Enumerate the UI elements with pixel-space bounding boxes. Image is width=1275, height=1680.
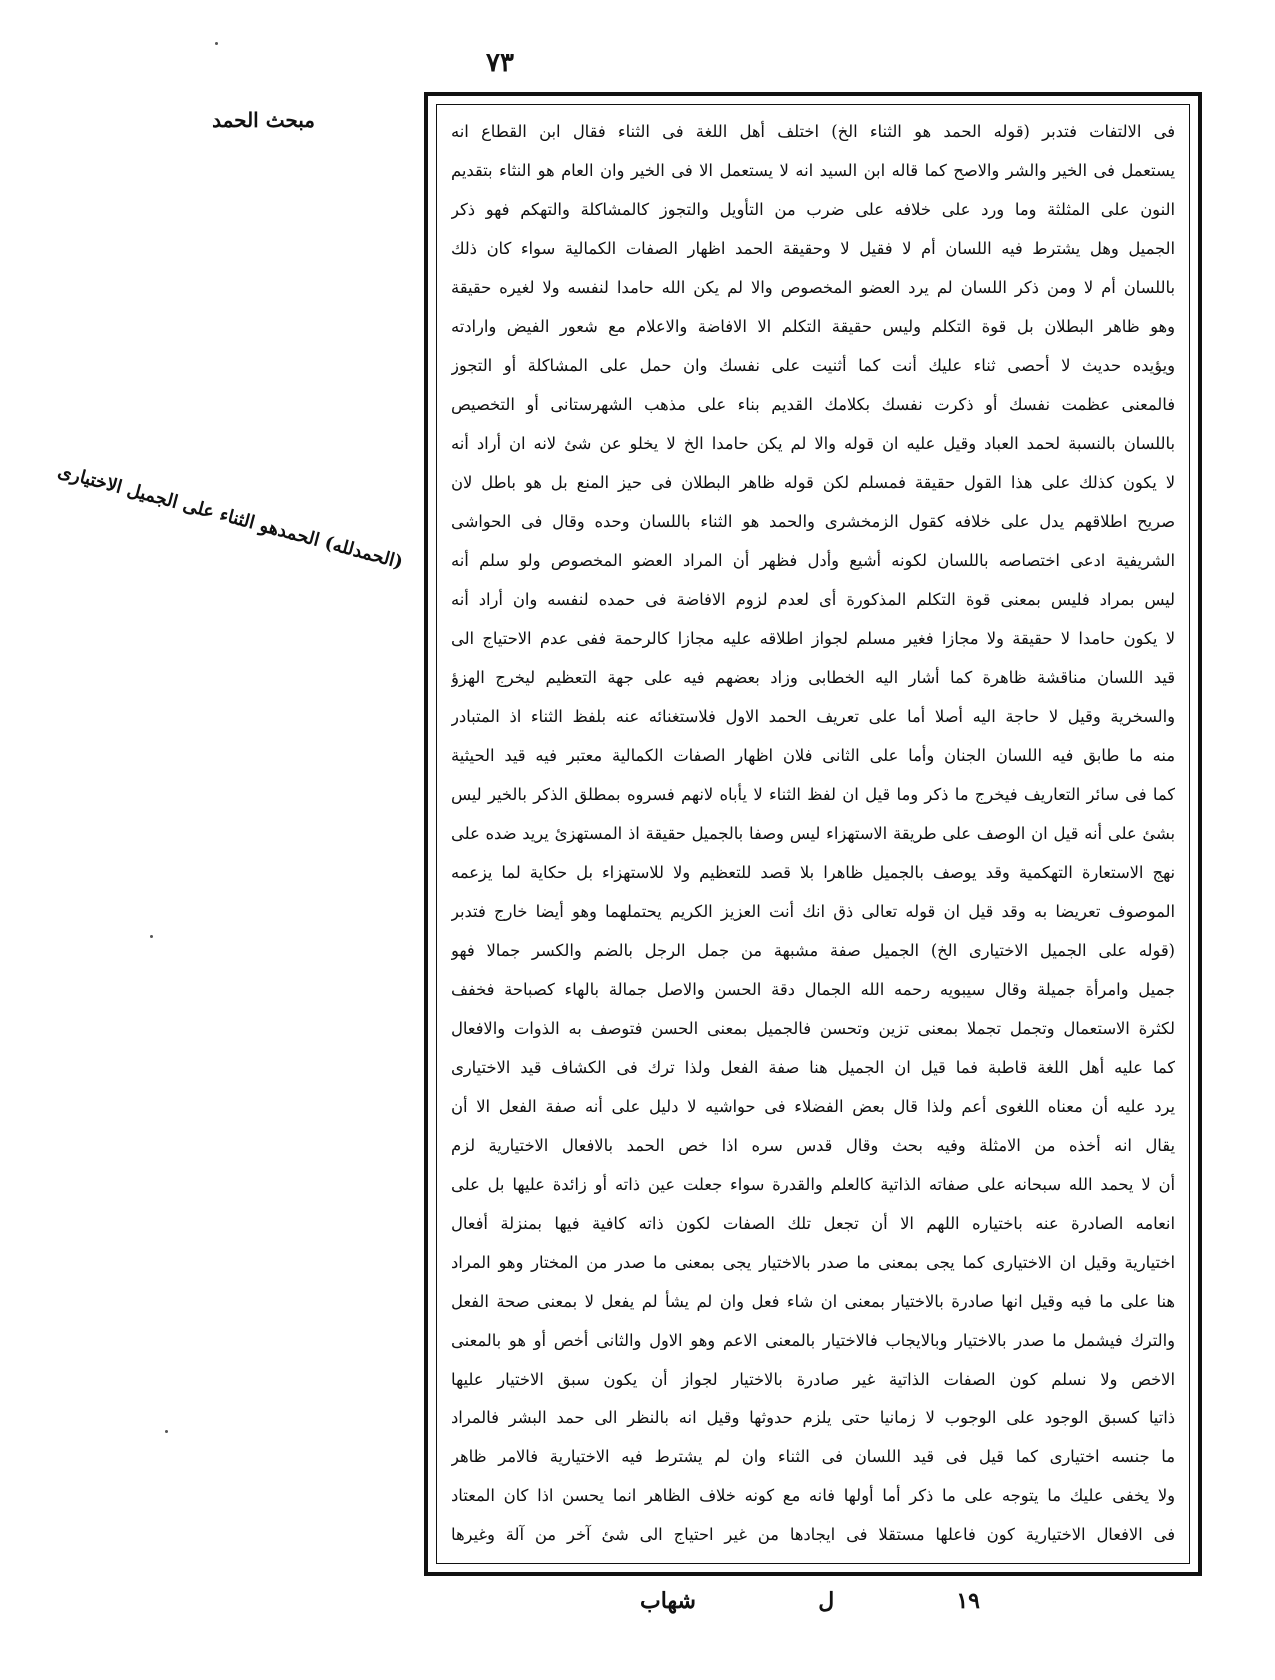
text-line: ليس بمراد فليس بمعنى قوة التكلم المذكورة أى لعدم لزوم الافاضة فى حمده لنفسه وان أراد أنه <box>451 589 1175 609</box>
text-line: لا يكون كذلك على هذا القول حقيقة فمسلم لكن قوله ظاهر البطلان فى حيز المنع بل هو باطل لان <box>451 472 1175 492</box>
text-line: اختيارية وقيل ان الاختيارى كما يجى بمعنى ما صدر بالاختيار يجى بمعنى ما صدر من المختار وهو المراد <box>451 1252 1175 1272</box>
text-line: ولا يخفى عليك ما يتوجه على ما ذكر أما أولها فانه مع كونه خلاف الظاهر انما يحسن اذا كان المعتاد <box>451 1486 1175 1506</box>
text-line: أن لا يحمد الله سبحانه على صفاته الذاتية كالعلم والقدرة سواء جعلت عين ذاته أو زائدة عليها بل على <box>451 1174 1175 1194</box>
text-line: هنا على ما فيه وقيل انها صادرة بالاختيار بمعنى ان شاء فعل وان لم يشأ لم يفعل لا بمعنى صحة الفعل <box>451 1291 1175 1311</box>
text-line: باللسان أم لا ومن ذكر اللسان لم يرد العضو المخصوص والا لم يكن الله حامدا لنفسه ولا لغيره حقيقة <box>451 277 1175 297</box>
text-frame-inner-rule <box>436 104 1190 1564</box>
page-footer <box>640 1588 980 1614</box>
text-line: منه ما طابق فيه اللسان الجنان وأما على الثانى فلان اظهار الصفات الكمالية معتبر فيه قيد الحيثية <box>451 745 1175 765</box>
text-line: ويؤيده حديث لا أحصى ثناء عليك أنت كما أثنيت على نفسك وان حمل على المشاكلة أو التجوز <box>451 355 1175 375</box>
text-line: الشريفية ادعى اختصاصه باللسان لكونه أشيع وأدل فظهر أن المراد العضو المخصوص ولو سلم أنه <box>451 550 1175 570</box>
ink-speck <box>165 1430 168 1433</box>
text-line: بشئ على أنه قيل ان الوصف على طريقة الاستهزاء ليس وصفا بالجميل حقيقة اذ المستهزئ يريد ضده على <box>451 823 1175 843</box>
main-text-block <box>451 115 1175 1553</box>
text-line: الموصوف تعريضا به وقد قيل ان قوله تعالى ذق انك أنت العزيز الكريم يحتملهما وهو أيضا خارج فتدبر <box>451 901 1175 921</box>
text-line: الجميل وهل يشترط فيه اللسان أم لا فقيل لا وحقيقة الحمد اظهار الصفات الكمالية سواء كان ذلك <box>451 238 1175 258</box>
text-line: فالمعنى عظمت نفسك أو ذكرت نفسك بكلامك القديم بناء على مذهب الشهرستانى أو التخصيص <box>451 394 1175 414</box>
margin-section-title: مبحث الحمد <box>212 108 315 132</box>
text-line: لا يكون حامدا لا حقيقة ولا مجازا فغير مسلم لجواز اطلاقه عليه مجازا كالرحمة ففى عدم الاحتياج الى <box>451 628 1175 648</box>
text-line: فى الالتفات فتدبر (قوله الحمد هو الثناء الخ) اختلف أهل اللغة فى الثناء فقال ابن القطاع انه <box>451 122 1175 141</box>
text-line: يرد عليه أن معناه اللغوى أعم ولذا قال بعض الفضلاء فى حواشيه لا دليل على أنه صفة الفعل الا أن <box>451 1096 1175 1116</box>
text-line: انعامه الصادرة عنه باختياره اللهم الا أن تجعل تلك الصفات لكون ذاته كافية فيها بمنزلة أفعال <box>451 1213 1175 1233</box>
page-number: ٧٣ <box>486 48 514 78</box>
text-line: فى الافعال الاختيارية كون فاعلها مستقلا فى ايجادها من غير احتياج الى شئ آخر من آلة وغيرها <box>451 1525 1175 1545</box>
text-line: يقال انه أخذه من الامثلة وفيه بحث وقال قدس سره اذا خص الحمد بالافعال الاختيارية لزم <box>451 1135 1175 1155</box>
text-line: قيد اللسان مناقشة ظاهرة كما أشار اليه الخطابى وزاد بعضهم فيه على جهة التعظيم ليخرج الهزؤ <box>451 667 1175 687</box>
text-line: الاخص ولا نسلم كون الصفات الذاتية غير صادرة بالاختيار لجواز أن يكون سبق الاختيار عليها <box>451 1369 1175 1389</box>
text-line: جميل وامرأة جميلة وقال سيبويه رحمه الله الجمال دقة الحسن والاصل جمالة بالهاء كصباحة فخفف <box>451 979 1175 999</box>
text-line: ذاتيا كسبق الوجود على الوجوب لا زمانيا حتى يلزم حدوثها وقيل انه بالنظر الى حمد البشر فالمراد <box>451 1408 1175 1428</box>
text-line: (قوله على الجميل الاختيارى الخ) الجميل صفة مشبهة من جمل الرجل بالضم والكسر جمالا فهو <box>451 940 1175 960</box>
text-line: لكثرة الاستعمال وتجمل تجملا بمعنى تزين وتحسن فالجميل بمعنى الحسن فتوصف به الذوات والافعال <box>451 1018 1175 1038</box>
ink-speck <box>150 935 153 938</box>
text-line: كما فى سائر التعاريف فيخرج ما ذكر وما قيل ان لفظ الثناء لا يأباه لانهم فسروه بمطلق الذكر بالخير ليس <box>451 784 1175 804</box>
footer-catchword: شهاب <box>640 1588 696 1614</box>
text-line: صريح اطلاقهم يدل على خلافه كقول الزمخشرى والحمد هو الثناء باللسان وحده وقال فى الحواشى <box>451 511 1175 531</box>
text-line: النون على المثلثة وما ورد على خلافه على ضرب من التأويل والتجوز كالمشاكلة والتهكم فهو ذكر <box>451 199 1175 219</box>
text-line: يستعمل فى الخير والشر والاصح كما قاله ابن السيد انه لا يستعمل الا فى الخير وان العام هو النثاء بتقديم <box>451 160 1175 180</box>
text-line: كما عليه أهل اللغة قاطبة فما قيل ان الجميل هنا صفة الفعل ولذا ترك فى الكشاف قيد الاختيارى <box>451 1057 1175 1077</box>
text-line: والترك فيشمل ما صدر بالاختيار وبالايجاب فالاختيار بالمعنى الاعم وهو الاول والثانى أخص أو هو بالمعنى <box>451 1330 1175 1350</box>
text-frame <box>424 92 1202 1576</box>
text-line: نهج الاستعارة التهكمية وقد يوصف بالجميل ظاهرا بلا قصد للتعظيم ولا للاستهزاء بل حكاية لما يزعمه <box>451 862 1175 882</box>
ink-speck <box>215 42 218 45</box>
margin-gloss-note: (الحمدلله) الحمدهو الثناء على الجميل الاختيارى <box>55 460 406 574</box>
text-line: وهو ظاهر البطلان بل قوة التكلم وليس حقيقة التكلم الا الافاضة والاعلام مع شعور الفيض وارادته <box>451 316 1175 336</box>
text-line: باللسان بالنسبة لحمد العباد وقيل عليه ان قوله والا لم يكن حامدا الخ لا يخلو عن شئ لانه ان أراد أنه <box>451 433 1175 453</box>
footer-letter: ل <box>818 1588 835 1614</box>
footer-signature-number: ١٩ <box>956 1588 980 1614</box>
text-line: والسخرية وقيل لا حاجة اليه أصلا أما على تعريف الحمد الاول فلاستغنائه عنه بلفظ الثناء اذ المتبادر <box>451 706 1175 726</box>
text-line: ما جنسه اختيارى كما قيل فى قيد اللسان فى الثناء وان لم يشترط فيه الاختيارية فالامر ظاهر <box>451 1447 1175 1467</box>
